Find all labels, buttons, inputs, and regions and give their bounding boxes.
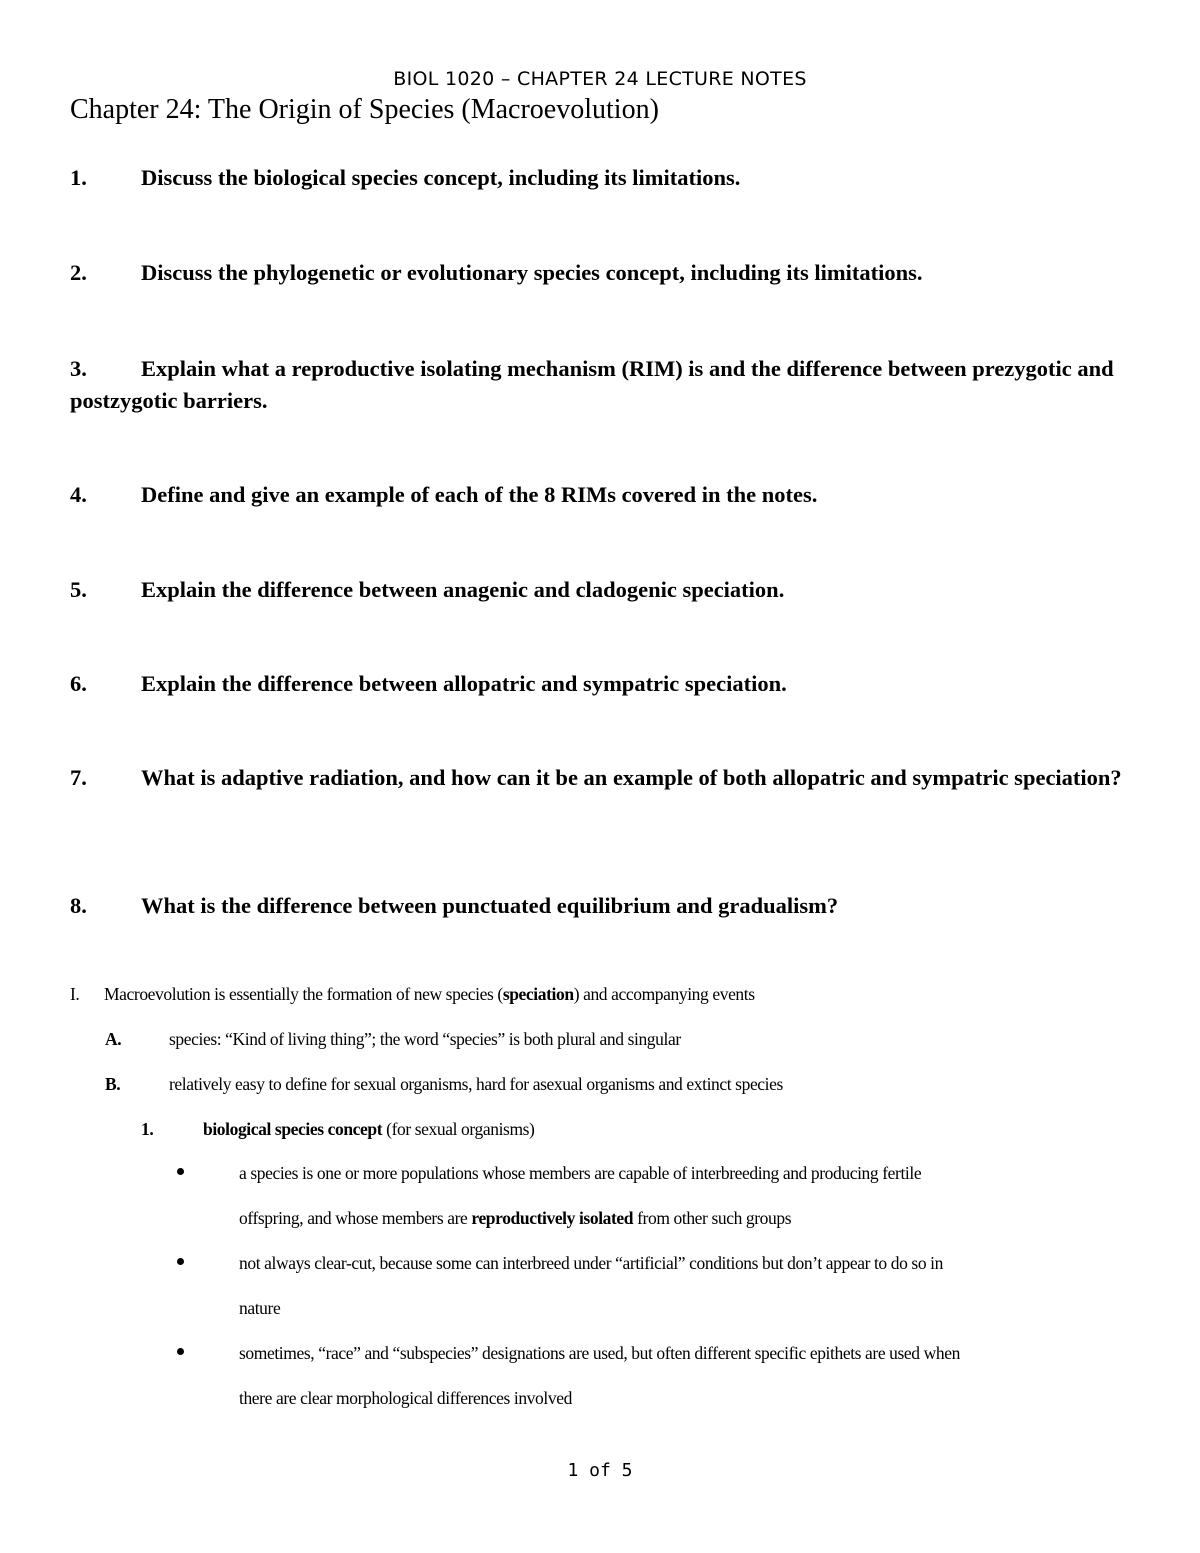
bullet-line: not always clear-cut, because some can interbreed under “artificial” conditions but don’t appear to do so in <box>239 1253 943 1273</box>
question-number: 3. <box>70 356 87 381</box>
page-header: BIOL 1020 – CHAPTER 24 LECTURE NOTES <box>393 68 807 90</box>
page-number: 1 of 5 <box>567 1460 633 1481</box>
question-number: 5. <box>70 577 87 602</box>
bullet-icon <box>177 1168 184 1175</box>
outline-text <box>104 983 755 1005</box>
question-4 <box>70 479 1130 511</box>
outline-text <box>203 1118 535 1140</box>
question-number: 7. <box>70 765 87 790</box>
bullet-text-post: from other such groups <box>633 1208 792 1228</box>
outline-text-post: (for sexual organisms) <box>382 1119 535 1139</box>
bullet-line: sometimes, “race” and “subspecies” designations are used, but often different specific epithets are used when <box>239 1343 960 1363</box>
question-text: Explain the difference between anagenic and cladogenic speciation. <box>141 577 785 602</box>
outline-mark: 1. <box>141 1119 154 1139</box>
question-number: 1. <box>70 165 87 190</box>
chapter-title: Chapter 24: The Origin of Species (Macroevolution) <box>70 94 659 125</box>
outline-mark: I. <box>70 984 80 1004</box>
question-number: 8. <box>70 893 87 918</box>
outline-mark: B. <box>105 1074 121 1094</box>
question-1 <box>70 162 1130 194</box>
bullet-line: a species is one or more populations whose members are capable of interbreeding and producing fertile <box>239 1163 922 1183</box>
outline-text: species: “Kind of living thing”; the word “species” is both plural and singular <box>169 1029 681 1049</box>
question-text: Define and give an example of each of the 8 RIMs covered in the notes. <box>141 482 818 507</box>
question-5 <box>70 574 1130 606</box>
question-8 <box>70 890 1130 922</box>
bullet-line <box>239 1208 1119 1229</box>
question-text: What is adaptive radiation, and how can it be an example of both allopatric and sympatric speciation? <box>141 765 1122 790</box>
bullet-icon <box>177 1258 184 1265</box>
question-number: 2. <box>70 260 87 285</box>
outline-mark: A. <box>105 1029 122 1049</box>
question-7 <box>70 762 1130 794</box>
outline-term: speciation <box>502 984 574 1004</box>
question-3 <box>70 353 1130 417</box>
question-text: Discuss the phylogenetic or evolutionary species concept, including its limitations. <box>141 260 923 285</box>
question-6 <box>70 668 1130 700</box>
question-text: What is the difference between punctuated equilibrium and gradualism? <box>141 893 839 918</box>
question-number: 6. <box>70 671 87 696</box>
question-text: Discuss the biological species concept, including its limitations. <box>141 165 741 190</box>
outline-term: biological species concept <box>203 1119 383 1139</box>
bullet-text-pre: offspring, and whose members are <box>239 1208 472 1228</box>
outline-text-pre: Macroevolution is essentially the formation of new species ( <box>104 984 503 1004</box>
question-number: 4. <box>70 482 87 507</box>
question-text: Explain what a reproductive isolating mechanism (RIM) is and the difference between prezygotic and postzygotic barriers. <box>70 356 1114 413</box>
bullet-term: reproductively isolated <box>471 1208 634 1228</box>
bullet-icon <box>177 1348 184 1355</box>
bullet-line: there are clear morphological differences involved <box>239 1388 572 1408</box>
bullet-line: nature <box>239 1298 281 1318</box>
question-2 <box>70 257 1130 289</box>
outline-text-post: ) and accompanying events <box>573 984 755 1004</box>
outline-text: relatively easy to define for sexual organisms, hard for asexual organisms and extinct species <box>169 1074 783 1094</box>
question-text: Explain the difference between allopatric and sympatric speciation. <box>141 671 787 696</box>
